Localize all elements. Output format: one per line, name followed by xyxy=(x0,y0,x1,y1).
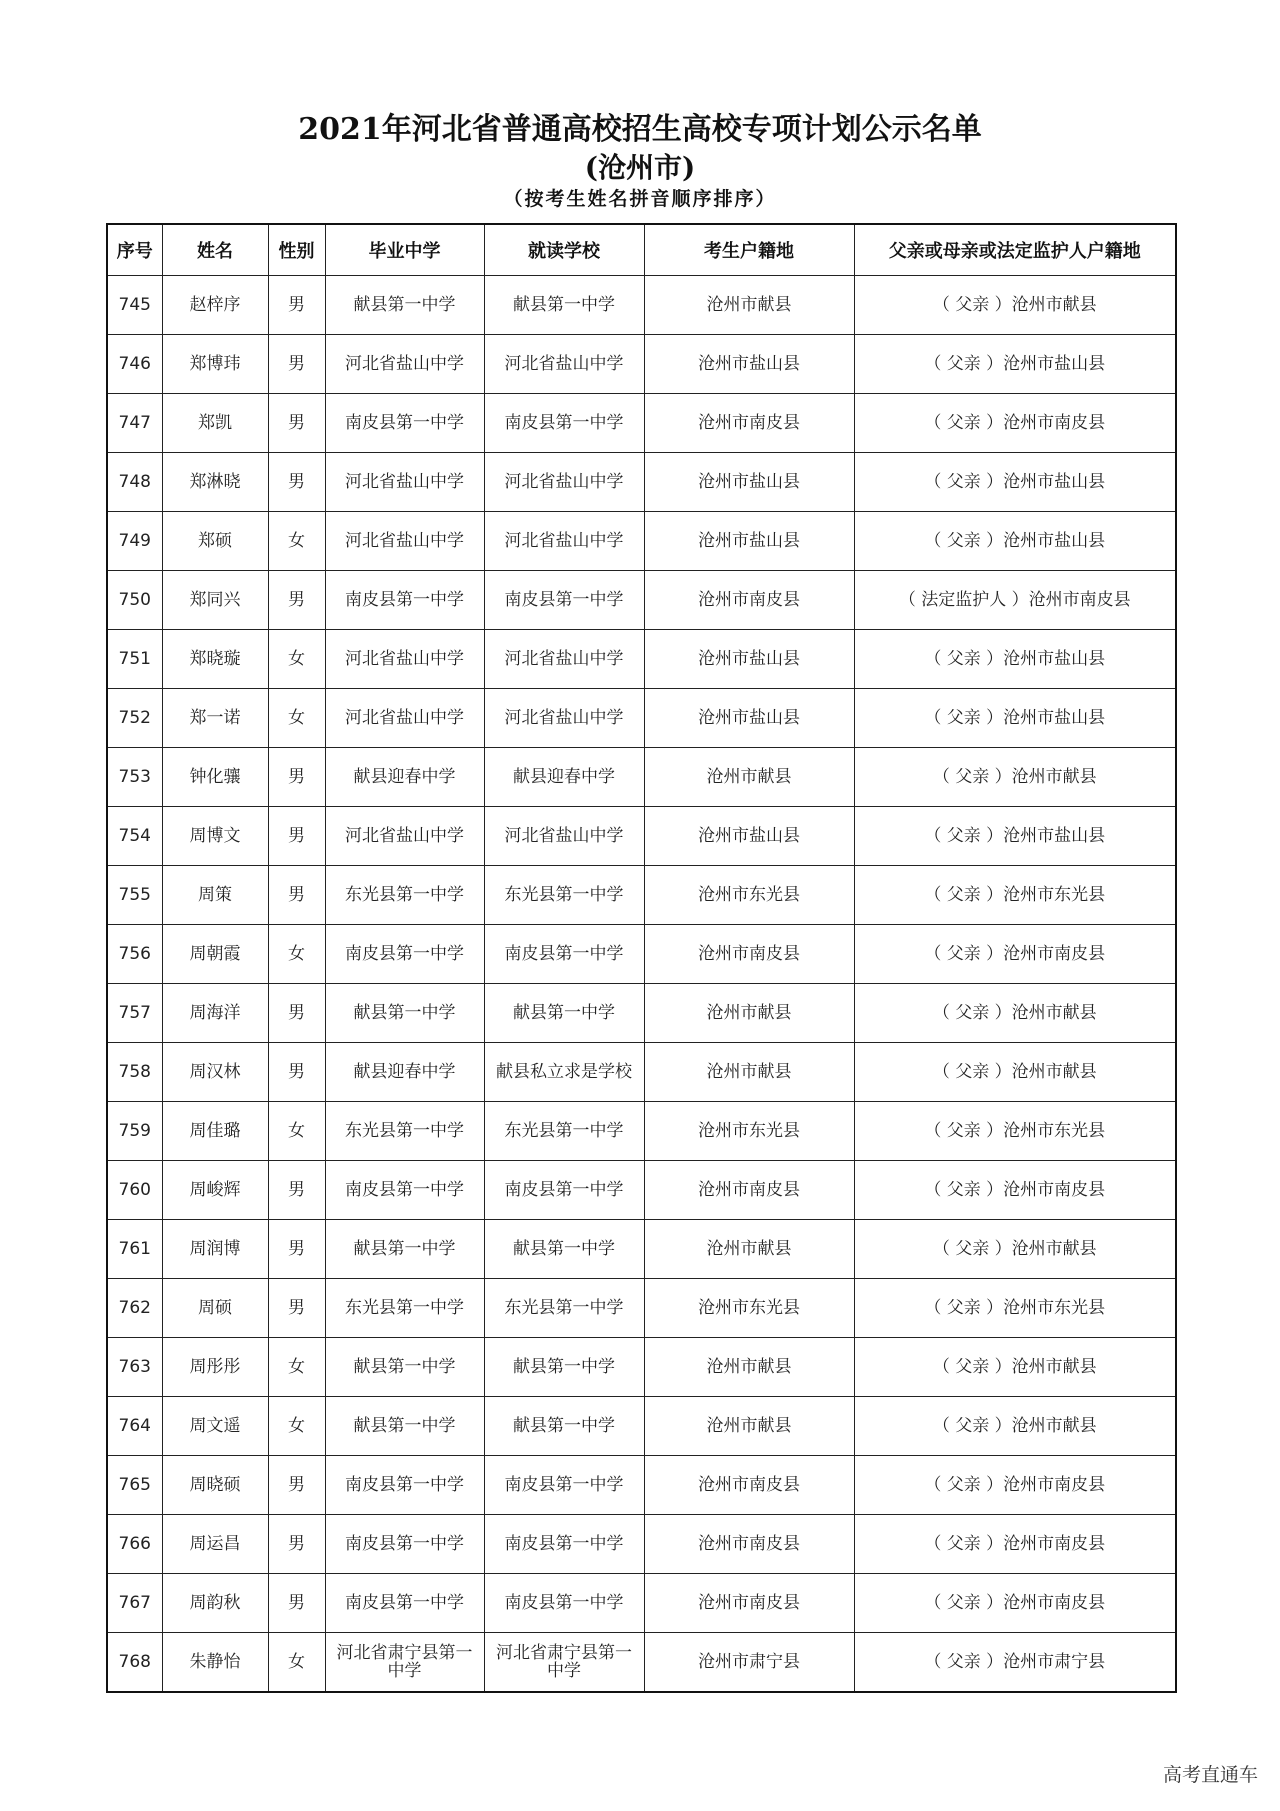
parent-hukou-cell: （ 父亲 ）沧州市东光县 xyxy=(854,1102,1176,1161)
current-school-cell: 献县第一中学 xyxy=(484,276,644,335)
current-school-cell: 南皮县第一中学 xyxy=(484,394,644,453)
seq-cell: 764 xyxy=(107,1397,162,1456)
graduated-school-cell: 献县迎春中学 xyxy=(325,748,484,807)
table-row xyxy=(107,1515,1176,1574)
table-row xyxy=(107,335,1176,394)
student-hukou-cell: 沧州市献县 xyxy=(644,1043,854,1102)
seq-cell: 749 xyxy=(107,512,162,571)
name-cell: 周润博 xyxy=(162,1220,268,1279)
parent-hukou-cell: （ 父亲 ）沧州市盐山县 xyxy=(854,630,1176,689)
graduated-school-cell: 河北省盐山中学 xyxy=(325,689,484,748)
header-seq: 序号 xyxy=(107,224,162,276)
current-school-cell: 献县第一中学 xyxy=(484,1338,644,1397)
parent-hukou-cell: （ 父亲 ）沧州市献县 xyxy=(854,1397,1176,1456)
seq-cell: 751 xyxy=(107,630,162,689)
current-school-cell: 献县迎春中学 xyxy=(484,748,644,807)
roster-body xyxy=(107,276,1176,1693)
parent-hukou-cell: （ 父亲 ）沧州市盐山县 xyxy=(854,453,1176,512)
sort-note: （按考生姓名拼音顺序排序） xyxy=(503,188,777,210)
graduated-school-cell: 南皮县第一中学 xyxy=(325,571,484,630)
parent-hukou-cell: （ 父亲 ）沧州市盐山县 xyxy=(854,335,1176,394)
gender-cell: 男 xyxy=(268,571,325,630)
current-school-cell: 献县私立求是学校 xyxy=(484,1043,644,1102)
name-cell: 周彤彤 xyxy=(162,1338,268,1397)
graduated-school-cell: 南皮县第一中学 xyxy=(325,1515,484,1574)
parent-hukou-cell: （ 父亲 ）沧州市盐山县 xyxy=(854,512,1176,571)
student-hukou-cell: 沧州市南皮县 xyxy=(644,925,854,984)
student-hukou-cell: 沧州市南皮县 xyxy=(644,394,854,453)
gender-cell: 男 xyxy=(268,984,325,1043)
current-school-cell: 南皮县第一中学 xyxy=(484,1161,644,1220)
student-hukou-cell: 沧州市献县 xyxy=(644,1220,854,1279)
student-hukou-cell: 沧州市盐山县 xyxy=(644,512,854,571)
gender-cell: 男 xyxy=(268,1515,325,1574)
gender-cell: 男 xyxy=(268,1220,325,1279)
parent-hukou-cell: （ 父亲 ）沧州市南皮县 xyxy=(854,1515,1176,1574)
parent-hukou-cell: （ 父亲 ）沧州市盐山县 xyxy=(854,807,1176,866)
seq-cell: 755 xyxy=(107,866,162,925)
current-school-cell: 献县第一中学 xyxy=(484,1220,644,1279)
student-hukou-cell: 沧州市肃宁县 xyxy=(644,1633,854,1693)
gender-cell: 女 xyxy=(268,689,325,748)
parent-hukou-cell: （ 父亲 ）沧州市献县 xyxy=(854,748,1176,807)
table-row xyxy=(107,512,1176,571)
name-cell: 郑凯 xyxy=(162,394,268,453)
graduated-school-cell: 献县第一中学 xyxy=(325,984,484,1043)
table-row xyxy=(107,807,1176,866)
graduated-school-cell: 河北省盐山中学 xyxy=(325,630,484,689)
table-row xyxy=(107,630,1176,689)
graduated-school-cell: 东光县第一中学 xyxy=(325,1102,484,1161)
table-row xyxy=(107,1456,1176,1515)
student-hukou-cell: 沧州市南皮县 xyxy=(644,1515,854,1574)
header-current-school: 就读学校 xyxy=(484,224,644,276)
parent-hukou-cell: （ 父亲 ）沧州市献县 xyxy=(854,1220,1176,1279)
name-cell: 周峻辉 xyxy=(162,1161,268,1220)
current-school-cell: 河北省盐山中学 xyxy=(484,630,644,689)
header-row xyxy=(107,224,1176,276)
gender-cell: 女 xyxy=(268,1338,325,1397)
city-subtitle: (沧州市) xyxy=(584,151,696,184)
student-hukou-cell: 沧州市盐山县 xyxy=(644,630,854,689)
header-parent-hukou: 父亲或母亲或法定监护人户籍地 xyxy=(854,224,1176,276)
seq-cell: 763 xyxy=(107,1338,162,1397)
table-row xyxy=(107,925,1176,984)
seq-cell: 759 xyxy=(107,1102,162,1161)
parent-hukou-cell: （ 父亲 ）沧州市盐山县 xyxy=(854,689,1176,748)
current-school-cell: 献县第一中学 xyxy=(484,984,644,1043)
student-hukou-cell: 沧州市南皮县 xyxy=(644,571,854,630)
parent-hukou-cell: （ 父亲 ）沧州市东光县 xyxy=(854,866,1176,925)
table-row xyxy=(107,984,1176,1043)
name-cell: 周运昌 xyxy=(162,1515,268,1574)
table-row xyxy=(107,1574,1176,1633)
current-school-cell: 南皮县第一中学 xyxy=(484,925,644,984)
name-cell: 钟化骧 xyxy=(162,748,268,807)
graduated-school-cell: 南皮县第一中学 xyxy=(325,394,484,453)
watermark-text: 高考直通车 xyxy=(1162,1764,1258,1786)
name-cell: 周硕 xyxy=(162,1279,268,1338)
roster-table xyxy=(106,223,1177,1693)
name-cell: 周文遥 xyxy=(162,1397,268,1456)
current-school-cell: 南皮县第一中学 xyxy=(484,1515,644,1574)
header-gender: 性别 xyxy=(268,224,325,276)
parent-hukou-cell: （ 父亲 ）沧州市南皮县 xyxy=(854,1456,1176,1515)
parent-hukou-cell: （ 父亲 ）沧州市南皮县 xyxy=(854,1574,1176,1633)
gender-cell: 男 xyxy=(268,1456,325,1515)
seq-cell: 758 xyxy=(107,1043,162,1102)
graduated-school-cell: 献县第一中学 xyxy=(325,1397,484,1456)
gender-cell: 男 xyxy=(268,748,325,807)
name-cell: 周汉林 xyxy=(162,1043,268,1102)
table-row xyxy=(107,571,1176,630)
gender-cell: 女 xyxy=(268,630,325,689)
seq-cell: 766 xyxy=(107,1515,162,1574)
page-title: 2021年河北省普通高校招生高校专项计划公示名单 xyxy=(298,112,982,147)
graduated-school-cell: 河北省盐山中学 xyxy=(325,512,484,571)
seq-cell: 765 xyxy=(107,1456,162,1515)
graduated-school-cell: 河北省盐山中学 xyxy=(325,807,484,866)
graduated-school-cell: 东光县第一中学 xyxy=(325,866,484,925)
gender-cell: 女 xyxy=(268,512,325,571)
seq-cell: 762 xyxy=(107,1279,162,1338)
name-cell: 郑同兴 xyxy=(162,571,268,630)
student-hukou-cell: 沧州市东光县 xyxy=(644,1279,854,1338)
seq-cell: 753 xyxy=(107,748,162,807)
graduated-school-cell: 南皮县第一中学 xyxy=(325,925,484,984)
table-row xyxy=(107,1633,1176,1693)
graduated-school-cell: 河北省肃宁县第一中学 xyxy=(325,1633,484,1693)
parent-hukou-cell: （ 父亲 ）沧州市肃宁县 xyxy=(854,1633,1176,1693)
gender-cell: 男 xyxy=(268,866,325,925)
name-cell: 周佳璐 xyxy=(162,1102,268,1161)
table-row xyxy=(107,1220,1176,1279)
current-school-cell: 南皮县第一中学 xyxy=(484,571,644,630)
seq-cell: 757 xyxy=(107,984,162,1043)
name-cell: 周韵秋 xyxy=(162,1574,268,1633)
current-school-cell: 南皮县第一中学 xyxy=(484,1574,644,1633)
current-school-cell: 南皮县第一中学 xyxy=(484,1456,644,1515)
name-cell: 周海洋 xyxy=(162,984,268,1043)
current-school-cell: 河北省盐山中学 xyxy=(484,335,644,394)
parent-hukou-cell: （ 法定监护人 ）沧州市南皮县 xyxy=(854,571,1176,630)
current-school-cell: 河北省盐山中学 xyxy=(484,512,644,571)
seq-cell: 761 xyxy=(107,1220,162,1279)
graduated-school-cell: 献县第一中学 xyxy=(325,276,484,335)
table-row xyxy=(107,1161,1176,1220)
gender-cell: 男 xyxy=(268,335,325,394)
parent-hukou-cell: （ 父亲 ）沧州市献县 xyxy=(854,276,1176,335)
table-row xyxy=(107,1102,1176,1161)
parent-hukou-cell: （ 父亲 ）沧州市南皮县 xyxy=(854,1161,1176,1220)
name-cell: 周朝霞 xyxy=(162,925,268,984)
header-name: 姓名 xyxy=(162,224,268,276)
student-hukou-cell: 沧州市盐山县 xyxy=(644,689,854,748)
student-hukou-cell: 沧州市献县 xyxy=(644,276,854,335)
gender-cell: 女 xyxy=(268,1397,325,1456)
parent-hukou-cell: （ 父亲 ）沧州市献县 xyxy=(854,1043,1176,1102)
name-cell: 赵梓序 xyxy=(162,276,268,335)
table-row xyxy=(107,1043,1176,1102)
current-school-cell: 东光县第一中学 xyxy=(484,1102,644,1161)
name-cell: 郑淋晓 xyxy=(162,453,268,512)
graduated-school-cell: 河北省盐山中学 xyxy=(325,335,484,394)
gender-cell: 男 xyxy=(268,1279,325,1338)
seq-cell: 768 xyxy=(107,1633,162,1693)
current-school-cell: 河北省盐山中学 xyxy=(484,807,644,866)
seq-cell: 756 xyxy=(107,925,162,984)
student-hukou-cell: 沧州市东光县 xyxy=(644,1102,854,1161)
graduated-school-cell: 南皮县第一中学 xyxy=(325,1161,484,1220)
gender-cell: 男 xyxy=(268,276,325,335)
header-graduated-school: 毕业中学 xyxy=(325,224,484,276)
current-school-cell: 东光县第一中学 xyxy=(484,866,644,925)
current-school-cell: 献县第一中学 xyxy=(484,1397,644,1456)
name-cell: 郑晓璇 xyxy=(162,630,268,689)
name-cell: 周晓硕 xyxy=(162,1456,268,1515)
table-row xyxy=(107,453,1176,512)
gender-cell: 男 xyxy=(268,394,325,453)
name-cell: 郑硕 xyxy=(162,512,268,571)
graduated-school-cell: 南皮县第一中学 xyxy=(325,1574,484,1633)
gender-cell: 女 xyxy=(268,925,325,984)
seq-cell: 745 xyxy=(107,276,162,335)
table-row xyxy=(107,689,1176,748)
table-row xyxy=(107,1397,1176,1456)
seq-cell: 752 xyxy=(107,689,162,748)
gender-cell: 女 xyxy=(268,1102,325,1161)
student-hukou-cell: 沧州市献县 xyxy=(644,748,854,807)
seq-cell: 760 xyxy=(107,1161,162,1220)
seq-cell: 754 xyxy=(107,807,162,866)
parent-hukou-cell: （ 父亲 ）沧州市南皮县 xyxy=(854,394,1176,453)
gender-cell: 男 xyxy=(268,1043,325,1102)
name-cell: 周博文 xyxy=(162,807,268,866)
table-row xyxy=(107,1338,1176,1397)
name-cell: 朱静怡 xyxy=(162,1633,268,1693)
student-hukou-cell: 沧州市南皮县 xyxy=(644,1161,854,1220)
name-cell: 郑一诺 xyxy=(162,689,268,748)
gender-cell: 男 xyxy=(268,1574,325,1633)
graduated-school-cell: 河北省盐山中学 xyxy=(325,453,484,512)
graduated-school-cell: 献县第一中学 xyxy=(325,1220,484,1279)
table-row xyxy=(107,748,1176,807)
graduated-school-cell: 献县迎春中学 xyxy=(325,1043,484,1102)
table-row xyxy=(107,276,1176,335)
table-row xyxy=(107,866,1176,925)
header-student-hukou: 考生户籍地 xyxy=(644,224,854,276)
student-hukou-cell: 沧州市献县 xyxy=(644,984,854,1043)
graduated-school-cell: 献县第一中学 xyxy=(325,1338,484,1397)
parent-hukou-cell: （ 父亲 ）沧州市献县 xyxy=(854,984,1176,1043)
student-hukou-cell: 沧州市东光县 xyxy=(644,866,854,925)
gender-cell: 男 xyxy=(268,453,325,512)
student-hukou-cell: 沧州市盐山县 xyxy=(644,807,854,866)
student-hukou-cell: 沧州市盐山县 xyxy=(644,335,854,394)
table-row xyxy=(107,1279,1176,1338)
current-school-cell: 河北省盐山中学 xyxy=(484,453,644,512)
parent-hukou-cell: （ 父亲 ）沧州市南皮县 xyxy=(854,925,1176,984)
current-school-cell: 河北省肃宁县第一中学 xyxy=(484,1633,644,1693)
seq-cell: 750 xyxy=(107,571,162,630)
name-cell: 郑博玮 xyxy=(162,335,268,394)
gender-cell: 男 xyxy=(268,807,325,866)
student-hukou-cell: 沧州市盐山县 xyxy=(644,453,854,512)
student-hukou-cell: 沧州市南皮县 xyxy=(644,1574,854,1633)
name-cell: 周策 xyxy=(162,866,268,925)
graduated-school-cell: 东光县第一中学 xyxy=(325,1279,484,1338)
student-hukou-cell: 沧州市献县 xyxy=(644,1397,854,1456)
table-row xyxy=(107,394,1176,453)
current-school-cell: 河北省盐山中学 xyxy=(484,689,644,748)
graduated-school-cell: 南皮县第一中学 xyxy=(325,1456,484,1515)
student-hukou-cell: 沧州市献县 xyxy=(644,1338,854,1397)
gender-cell: 男 xyxy=(268,1161,325,1220)
seq-cell: 746 xyxy=(107,335,162,394)
gender-cell: 女 xyxy=(268,1633,325,1693)
seq-cell: 748 xyxy=(107,453,162,512)
parent-hukou-cell: （ 父亲 ）沧州市献县 xyxy=(854,1338,1176,1397)
seq-cell: 767 xyxy=(107,1574,162,1633)
student-hukou-cell: 沧州市南皮县 xyxy=(644,1456,854,1515)
seq-cell: 747 xyxy=(107,394,162,453)
parent-hukou-cell: （ 父亲 ）沧州市东光县 xyxy=(854,1279,1176,1338)
current-school-cell: 东光县第一中学 xyxy=(484,1279,644,1338)
